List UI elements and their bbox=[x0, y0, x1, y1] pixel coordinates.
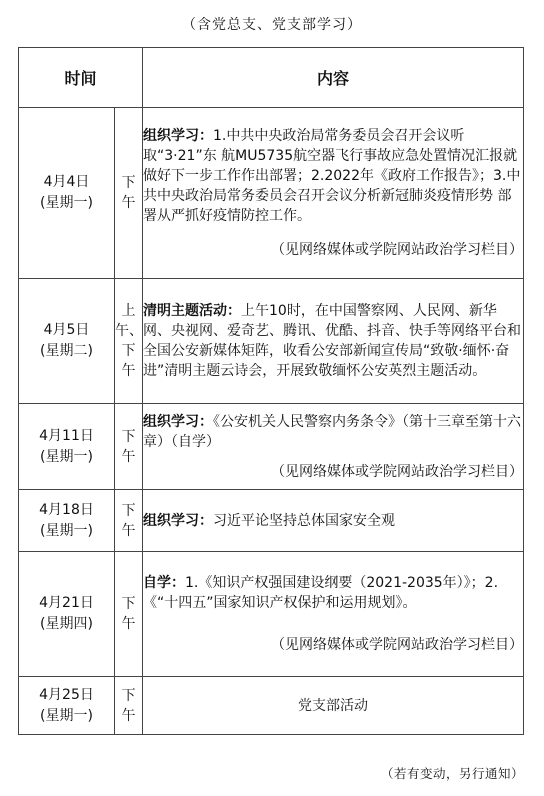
content-body bbox=[143, 126, 523, 226]
content-cell bbox=[143, 552, 524, 677]
table-row bbox=[19, 677, 524, 735]
date-cell bbox=[19, 108, 115, 279]
page-subtitle: （含党总支、党支部学习） bbox=[182, 17, 362, 33]
content-lead: 组织学习： bbox=[143, 512, 214, 529]
header-content: 内容 bbox=[143, 48, 524, 108]
content-cell bbox=[143, 677, 524, 735]
content-text: 《公安机关人民警察内务条令》（第十三章至第十六章）（自学） bbox=[143, 413, 522, 450]
content-note: （见网络媒体或学院网站政治学习栏目） bbox=[271, 242, 524, 258]
content-text: 党支部活动 bbox=[298, 697, 369, 714]
half-day-cell: 下午 bbox=[115, 404, 143, 490]
content-lead: 组织学习： bbox=[143, 128, 214, 144]
date-label: 4月5日 bbox=[43, 322, 90, 338]
date-cell bbox=[19, 404, 115, 490]
half-day-cell: 下午 bbox=[115, 490, 143, 552]
content-cell bbox=[143, 490, 524, 552]
date-cell bbox=[19, 279, 115, 404]
half-day-cell: 下午 bbox=[115, 677, 143, 735]
content-lead: 组织学习： bbox=[143, 413, 214, 430]
date-cell bbox=[19, 677, 115, 735]
date-label: 4月4日 bbox=[43, 174, 90, 190]
date-label: 4月11日 bbox=[39, 427, 94, 444]
content-cell bbox=[143, 279, 524, 404]
content-note: （见网络媒体或学院网站政治学习栏目） bbox=[271, 637, 524, 653]
content-cell bbox=[143, 108, 524, 279]
header-time: 时间 bbox=[19, 48, 143, 108]
table-row bbox=[19, 279, 524, 404]
date-cell bbox=[19, 490, 115, 552]
content-body bbox=[143, 573, 523, 613]
date-label: 4月25日 bbox=[39, 686, 94, 703]
content-text: 上午10时，在中国警察网、人民网、新华网、央视网、爱奇艺、腾讯、优酷、抖音、快手等网络平台和全国公安新媒体矩阵，收看公安部新闻宣传局“致敬·缅怀·奋进”清明主题云诗会，开展致敬缅怀公安英烈主题活动。 bbox=[143, 303, 522, 379]
half-day-cell: 下午 bbox=[115, 552, 143, 677]
content-body bbox=[143, 412, 523, 452]
weekday-label: (星期四) bbox=[40, 616, 93, 632]
half-day-cell: 上午、下午 bbox=[115, 279, 143, 404]
table-row bbox=[19, 552, 524, 677]
content-lead: 自学： bbox=[143, 575, 186, 591]
weekday-label: (星期二) bbox=[40, 343, 93, 359]
content-text: 习近平论坚持总体国家安全观 bbox=[213, 512, 396, 529]
table-header-row bbox=[19, 48, 524, 108]
table-row bbox=[19, 490, 524, 552]
date-label: 4月21日 bbox=[39, 595, 94, 611]
table-row bbox=[19, 404, 524, 490]
weekday-label: (星期一) bbox=[40, 448, 93, 465]
content-body bbox=[143, 511, 523, 531]
table-row bbox=[19, 108, 524, 279]
content-cell bbox=[143, 404, 524, 490]
weekday-label: (星期一) bbox=[40, 707, 93, 724]
study-schedule-table bbox=[18, 47, 524, 735]
content-note: （见网络媒体或学院网站政治学习栏目） bbox=[271, 463, 524, 480]
weekday-label: (星期一) bbox=[40, 522, 93, 539]
content-text: 1.中共中央政治局常务委员会召开会议听取“3·21”东 航MU5735航空器飞行事故应急处置情况汇报就做好下一步工作作出部署；2.2022年《政府工作报告》；3.中共中央政治局常务委员会召开会议分析新冠肺炎疫情形势 部署从严抓好疫情防控工作。 bbox=[143, 128, 521, 224]
content-lead: 清明主题活动： bbox=[143, 303, 242, 319]
date-cell bbox=[19, 552, 115, 677]
weekday-label: (星期一) bbox=[40, 195, 93, 211]
half-day-cell: 下午 bbox=[115, 108, 143, 279]
content-body bbox=[143, 301, 523, 381]
content-text: 1.《知识产权强国建设纲要（2021-2035年）》；2.《“十四五”国家知识产权保护和运用规划》。 bbox=[143, 575, 499, 611]
date-label: 4月18日 bbox=[39, 501, 94, 518]
footer-note: （若有变动，另行通知） bbox=[380, 766, 524, 781]
